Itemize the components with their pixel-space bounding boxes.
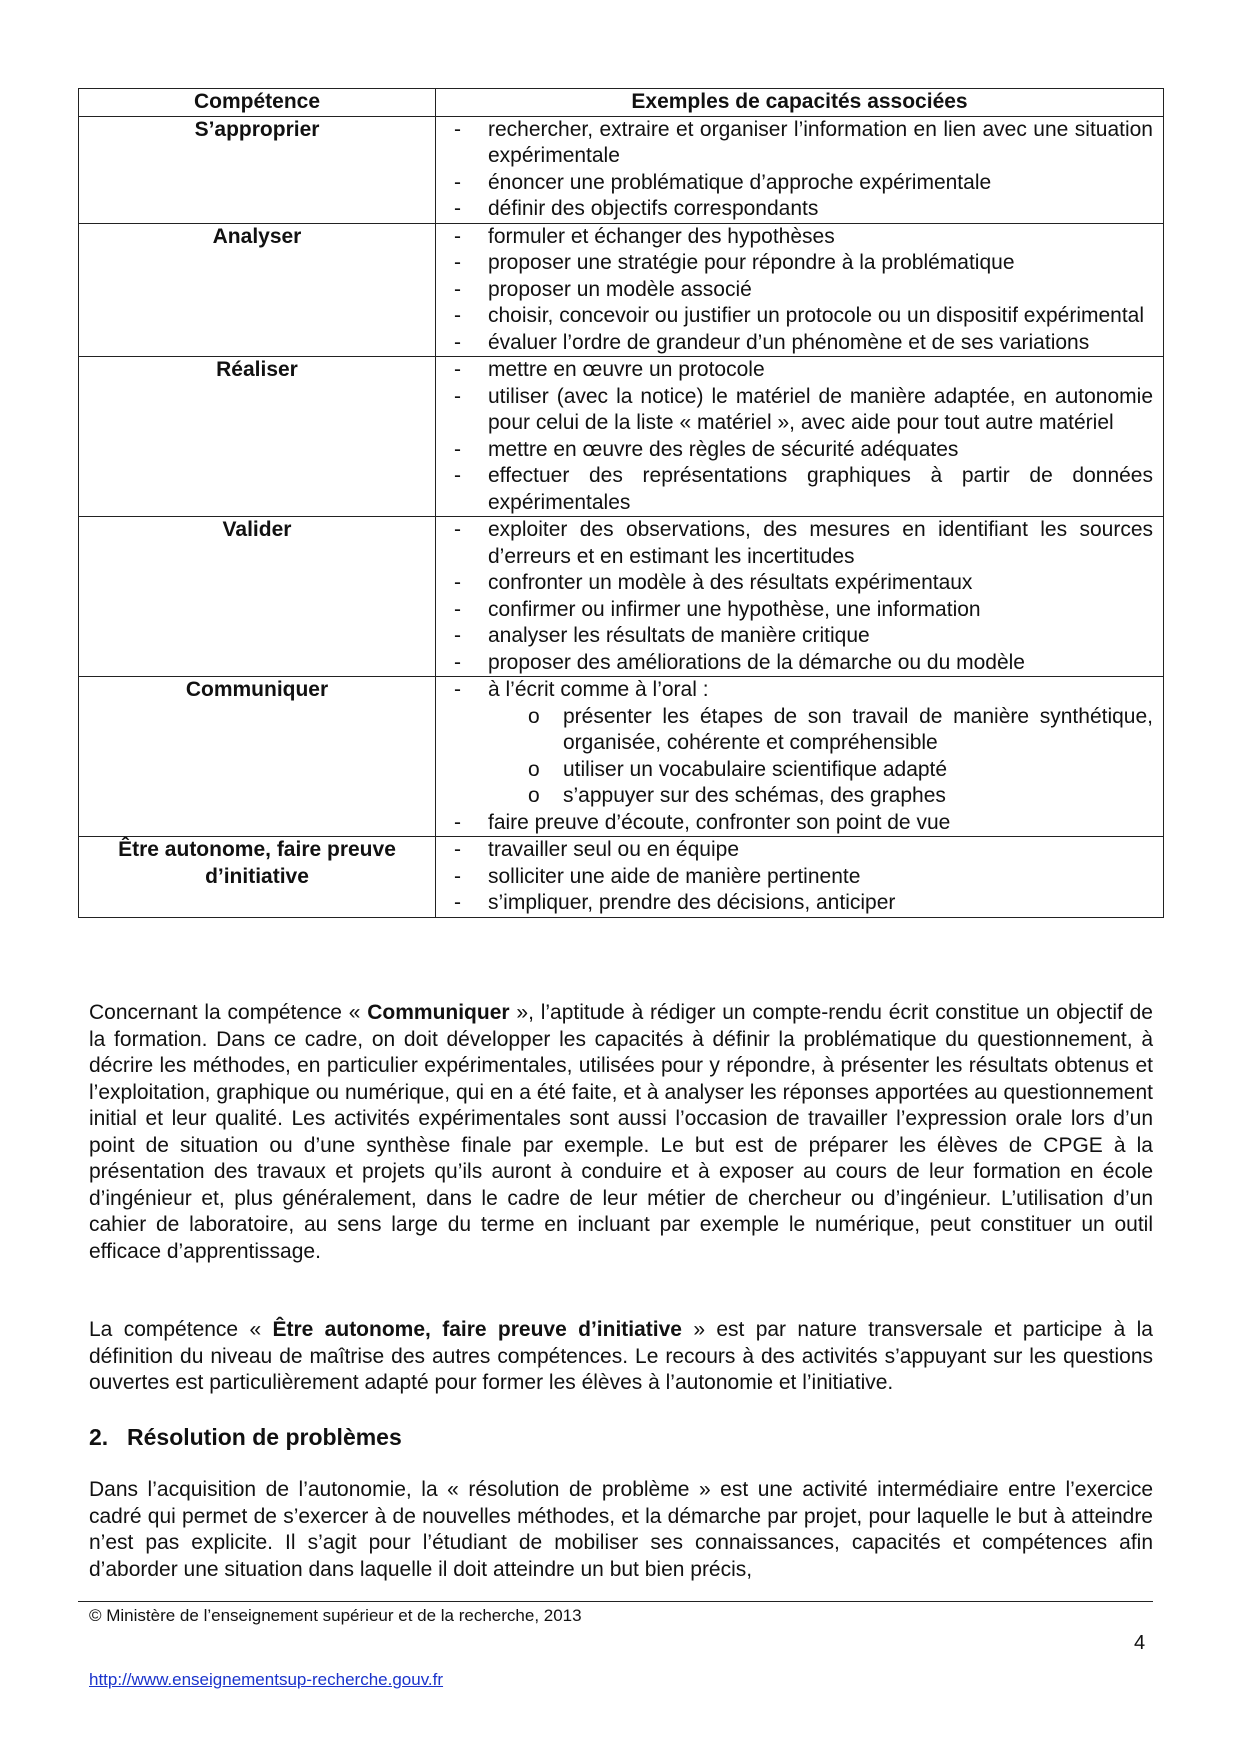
footer-copyright: © Ministère de l’enseignement supérieur et de la recherche, 2013: [89, 1606, 582, 1625]
competence-cell: Communiquer: [79, 677, 436, 837]
paragraph-resolution: Dans l’acquisition de l’autonomie, la « résolution de problème » est une activité intermédiaire entre l’exercice cadré qui permet de s’exercer à de nouvelles méthodes, et la démarche par projet, pour laquelle le but à atteindre n’est pas explicite. Il s’agit pour l’étudiant de mobiliser ses connaissances, capacités et compétences afin d’aborder une situation dans laquelle il doit atteindre un but bien précis,: [89, 1478, 1153, 1581]
paragraph-autonome: [89, 1317, 1153, 1397]
list-item: [448, 677, 1153, 810]
page-number: 4: [1134, 1632, 1146, 1654]
list-item: - confirmer ou infirmer une hypothèse, une information: [448, 597, 1153, 624]
paragraph-text: » est par nature transversale et participe à la définition du niveau de maîtrise des autres compétences. Le recours à des activités s’appuyant sur les questions ouvertes est particulièrement adapté pour former les élèves à l’autonomie et l’initiative.: [89, 1318, 1153, 1394]
list-item: - confronter un modèle à des résultats expérimentaux: [448, 570, 1153, 597]
table-row: [79, 223, 1164, 357]
sub-list-item: o s’appuyer sur des schémas, des graphes: [488, 783, 1153, 810]
list-item: - utiliser (avec la notice) le matériel de manière adaptée, en autonomie pour celui de la liste « matériel », avec aide pour tout autre matériel: [448, 384, 1153, 437]
capacites-cell: [436, 357, 1164, 517]
list-item: - formuler et échanger des hypothèses: [448, 224, 1153, 251]
paragraph-text: La compétence «: [89, 1318, 273, 1341]
list-item: - définir des objectifs correspondants: [448, 196, 1153, 223]
paragraph-bold-term: Communiquer: [367, 1001, 510, 1024]
list-item: - mettre en œuvre des règles de sécurité adéquates: [448, 437, 1153, 464]
list-item: - évaluer l’ordre de grandeur d’un phénomène et de ses variations: [448, 330, 1153, 357]
competence-cell: Valider: [79, 517, 436, 677]
section-heading: [89, 1423, 402, 1451]
competence-cell: Être autonome, faire preuve d’initiative: [79, 837, 436, 918]
footer-url-link[interactable]: http://www.enseignementsup-recherche.gouv.fr: [89, 1670, 444, 1689]
table-row: [79, 517, 1164, 677]
section-title: Résolution de problèmes: [127, 1424, 402, 1450]
list-item: - exploiter des observations, des mesures en identifiant les sources d’erreurs et en estimant les incertitudes: [448, 517, 1153, 570]
list-item: - analyser les résultats de manière critique: [448, 623, 1153, 650]
header-capacites: Exemples de capacités associées: [436, 89, 1164, 117]
section-number: 2.: [89, 1424, 109, 1450]
header-competence: Compétence: [79, 89, 436, 117]
table-row: [79, 677, 1164, 837]
capacites-cell: [436, 837, 1164, 918]
list-item: - proposer un modèle associé: [448, 277, 1153, 304]
table-row: [79, 837, 1164, 918]
capacites-cell: [436, 517, 1164, 677]
paragraph-text: Concernant la compétence «: [89, 1001, 368, 1024]
competence-cell: Analyser: [79, 223, 436, 357]
capacites-cell: [436, 116, 1164, 223]
list-item: - solliciter une aide de manière pertinente: [448, 864, 1153, 891]
competences-table: [78, 88, 1164, 918]
list-item: - mettre en œuvre un protocole: [448, 357, 1153, 384]
table-row: [79, 357, 1164, 517]
sub-list-item: o utiliser un vocabulaire scientifique adapté: [488, 757, 1153, 784]
competence-cell: Réaliser: [79, 357, 436, 517]
paragraph-communiquer: [89, 1000, 1153, 1265]
list-item: - énoncer une problématique d’approche expérimentale: [448, 170, 1153, 197]
list-item: - choisir, concevoir ou justifier un protocole ou un dispositif expérimental: [448, 303, 1153, 330]
list-item: - proposer des améliorations de la démarche ou du modèle: [448, 650, 1153, 677]
paragraph-bold-term: Être autonome, faire preuve d’initiative: [272, 1318, 682, 1341]
table-header-row: [79, 89, 1164, 117]
list-item: - effectuer des représentations graphiques à partir de données expérimentales: [448, 463, 1153, 516]
capacites-cell: [436, 677, 1164, 837]
table-row: [79, 116, 1164, 223]
list-item: - faire preuve d’écoute, confronter son point de vue: [448, 810, 1153, 837]
list-item: - s’impliquer, prendre des décisions, anticiper: [448, 890, 1153, 917]
paragraph-text: », l’aptitude à rédiger un compte-rendu écrit constitue un objectif de la formation. Dans ce cadre, on doit développer les capacités à définir la problématique du questionnement, à décrire les méthodes, en particulier expérimentales, utilisées pour y répondre, à présenter les résultats obtenus et l’exploitation, graphique ou numérique, qui en a été faite, et à analyser les réponses apportées au questionnement initial et leur qualité. Les activités expérimentales sont aussi l’occasion de travailler l’expression orale lors d’un point de situation ou d’une synthèse finale par exemple. Le but est de préparer les élèves de CPGE à la présentation des travaux et projets qu’ils auront à conduire et à exposer au cours de leur formation en école d’ingénieur et, plus généralement, dans le cadre de leur métier de chercheur ou d’ingénieur. L’utilisation d’un cahier de laboratoire, au sens large du terme en incluant par exemple le numérique, peut constituer un outil efficace d’apprentissage.: [89, 1001, 1153, 1263]
list-item: - rechercher, extraire et organiser l’information en lien avec une situation expérimentale: [448, 117, 1153, 170]
list-item: - proposer une stratégie pour répondre à la problématique: [448, 250, 1153, 277]
sub-list: [488, 704, 1153, 810]
sub-list-item: o présenter les étapes de son travail de manière synthétique, organisée, cohérente et compréhensible: [488, 704, 1153, 757]
competence-cell: S’approprier: [79, 116, 436, 223]
list-item-text: à l’écrit comme à l’oral :: [488, 678, 709, 701]
footer-divider: [78, 1601, 1153, 1602]
list-item: - travailler seul ou en équipe: [448, 837, 1153, 864]
capacites-cell: [436, 223, 1164, 357]
